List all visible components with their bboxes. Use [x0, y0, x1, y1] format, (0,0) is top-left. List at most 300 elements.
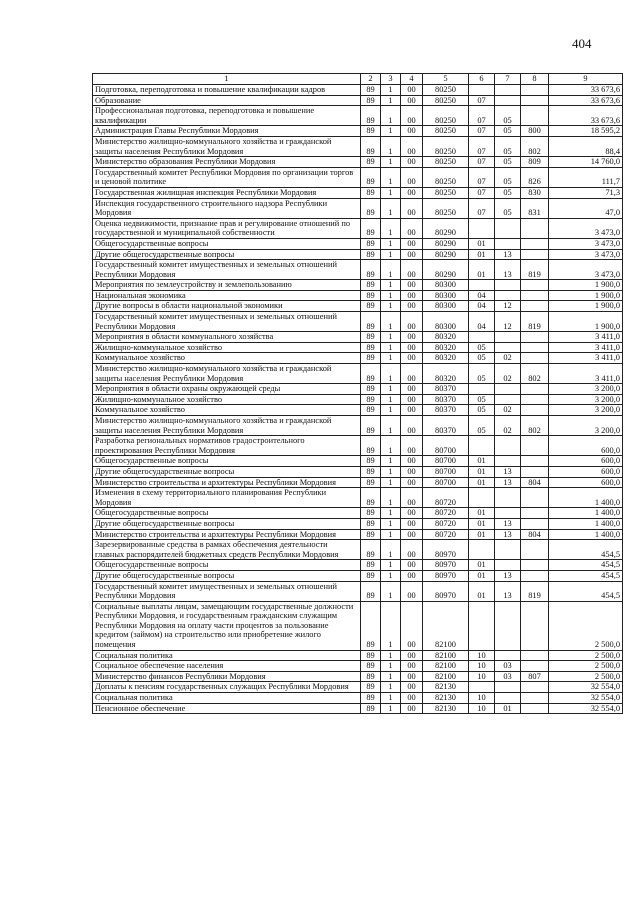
row-code-3: 1 [381, 456, 401, 467]
row-code-5: 82100 [423, 661, 469, 672]
table-row [93, 126, 623, 137]
row-name: Государственный комитет имущественных и земельных отношений Республики Мордовия [93, 581, 361, 601]
row-code-3: 1 [381, 353, 401, 364]
row-subsection [495, 342, 521, 353]
row-code-5: 80250 [423, 157, 469, 168]
table-row [93, 136, 623, 156]
row-amount: 1 900,0 [549, 290, 623, 301]
row-name: Социальная политика [93, 693, 361, 704]
row-code-4: 00 [401, 106, 423, 126]
row-subsection: 12 [495, 312, 521, 332]
row-name: Подготовка, переподготовка и повышение квалификации кадров [93, 85, 361, 96]
row-name: Изменения в схему территориального планирования Республики Мордовия [93, 488, 361, 508]
row-code-5: 82100 [423, 601, 469, 650]
row-code-4: 00 [401, 301, 423, 312]
row-name: Жилищно-коммунальное хозяйство [93, 394, 361, 405]
row-code-2: 89 [361, 650, 381, 661]
table-row [93, 682, 623, 693]
row-code-3: 1 [381, 671, 401, 682]
row-section [469, 384, 495, 395]
header-cell: 1 [93, 74, 361, 85]
row-code-4: 00 [401, 384, 423, 395]
row-code-3: 1 [381, 218, 401, 238]
row-section: 04 [469, 312, 495, 332]
row-code-4: 00 [401, 312, 423, 332]
row-code-4: 00 [401, 157, 423, 168]
row-section: 01 [469, 570, 495, 581]
row-ministry-code: 826 [521, 167, 549, 187]
row-ministry-code [521, 488, 549, 508]
row-code-3: 1 [381, 136, 401, 156]
row-subsection [495, 384, 521, 395]
table-row [93, 671, 623, 682]
row-subsection: 02 [495, 405, 521, 416]
row-code-3: 1 [381, 682, 401, 693]
header-cell: 4 [401, 74, 423, 85]
row-code-2: 89 [361, 529, 381, 540]
table-row [93, 106, 623, 126]
row-code-5: 80250 [423, 136, 469, 156]
table-row [93, 157, 623, 168]
row-code-5: 80290 [423, 260, 469, 280]
row-section: 01 [469, 466, 495, 477]
row-code-4: 00 [401, 353, 423, 364]
row-amount: 3 411,0 [549, 364, 623, 384]
row-section: 05 [469, 353, 495, 364]
row-code-2: 89 [361, 290, 381, 301]
row-code-3: 1 [381, 106, 401, 126]
row-amount: 47,0 [549, 198, 623, 218]
row-code-2: 89 [361, 136, 381, 156]
table-row [93, 436, 623, 456]
row-ministry-code: 800 [521, 126, 549, 137]
row-amount: 14 760,0 [549, 157, 623, 168]
row-name: Оценка недвижимости, признание прав и регулирование отношений по государственной и муниципальной собственности [93, 218, 361, 238]
row-ministry-code [521, 601, 549, 650]
row-subsection: 05 [495, 167, 521, 187]
row-name: Министерство жилищно-коммунального хозяйства и гражданской защиты населения Республики Мордовия [93, 416, 361, 436]
header-cell: 8 [521, 74, 549, 85]
row-subsection: 05 [495, 136, 521, 156]
row-code-4: 00 [401, 693, 423, 704]
row-code-3: 1 [381, 466, 401, 477]
row-code-5: 80720 [423, 488, 469, 508]
row-code-3: 1 [381, 540, 401, 560]
row-amount: 32 554,0 [549, 682, 623, 693]
row-code-2: 89 [361, 280, 381, 291]
row-subsection [495, 95, 521, 106]
row-section: 05 [469, 364, 495, 384]
row-subsection: 05 [495, 198, 521, 218]
row-amount: 600,0 [549, 456, 623, 467]
row-code-3: 1 [381, 703, 401, 714]
row-code-5: 80700 [423, 456, 469, 467]
row-amount: 1 900,0 [549, 280, 623, 291]
row-subsection: 02 [495, 364, 521, 384]
row-amount: 1 400,0 [549, 488, 623, 508]
row-code-2: 89 [361, 560, 381, 571]
header-cell: 6 [469, 74, 495, 85]
row-code-4: 00 [401, 126, 423, 137]
row-code-2: 89 [361, 167, 381, 187]
row-code-5: 82130 [423, 703, 469, 714]
table-row [93, 301, 623, 312]
row-code-5: 80700 [423, 477, 469, 488]
row-section: 01 [469, 249, 495, 260]
row-code-2: 89 [361, 95, 381, 106]
budget-table [92, 73, 623, 714]
row-ministry-code: 802 [521, 416, 549, 436]
row-name: Общегосударственные вопросы [93, 508, 361, 519]
row-amount: 3 473,0 [549, 249, 623, 260]
row-code-3: 1 [381, 312, 401, 332]
header-cell: 7 [495, 74, 521, 85]
row-code-3: 1 [381, 508, 401, 519]
row-ministry-code: 802 [521, 136, 549, 156]
table-row [93, 488, 623, 508]
row-code-2: 89 [361, 540, 381, 560]
row-section: 05 [469, 405, 495, 416]
row-code-2: 89 [361, 238, 381, 249]
row-code-5: 80370 [423, 384, 469, 395]
table-row [93, 508, 623, 519]
row-amount: 1 400,0 [549, 508, 623, 519]
row-code-3: 1 [381, 280, 401, 291]
row-amount: 32 554,0 [549, 693, 623, 704]
row-subsection: 05 [495, 106, 521, 126]
row-code-2: 89 [361, 394, 381, 405]
row-section [469, 85, 495, 96]
row-code-3: 1 [381, 488, 401, 508]
table-row [93, 560, 623, 571]
row-code-5: 80720 [423, 508, 469, 519]
row-section: 10 [469, 650, 495, 661]
row-subsection: 13 [495, 466, 521, 477]
row-code-4: 00 [401, 661, 423, 672]
row-subsection [495, 560, 521, 571]
row-subsection: 13 [495, 581, 521, 601]
row-subsection [495, 85, 521, 96]
table-row [93, 290, 623, 301]
row-code-4: 00 [401, 671, 423, 682]
row-code-4: 00 [401, 518, 423, 529]
row-code-2: 89 [361, 508, 381, 519]
row-code-5: 80970 [423, 570, 469, 581]
row-name: Коммунальное хозяйство [93, 353, 361, 364]
table-row [93, 342, 623, 353]
table-row [93, 85, 623, 96]
row-code-2: 89 [361, 466, 381, 477]
row-code-3: 1 [381, 332, 401, 343]
table-row [93, 581, 623, 601]
row-ministry-code [521, 280, 549, 291]
row-code-2: 89 [361, 405, 381, 416]
row-name: Мероприятия по землеустройству и землепользованию [93, 280, 361, 291]
row-subsection [495, 540, 521, 560]
row-amount: 2 500,0 [549, 650, 623, 661]
row-code-5: 80970 [423, 560, 469, 571]
row-subsection [495, 650, 521, 661]
row-section: 01 [469, 529, 495, 540]
row-code-4: 00 [401, 364, 423, 384]
row-code-2: 89 [361, 85, 381, 96]
row-code-5: 80320 [423, 364, 469, 384]
row-amount: 111,7 [549, 167, 623, 187]
row-code-4: 00 [401, 682, 423, 693]
row-code-2: 89 [361, 682, 381, 693]
row-code-5: 80370 [423, 394, 469, 405]
row-ministry-code [521, 518, 549, 529]
row-name: Общегосударственные вопросы [93, 560, 361, 571]
row-name: Другие общегосударственные вопросы [93, 570, 361, 581]
row-ministry-code [521, 405, 549, 416]
row-amount: 88,4 [549, 136, 623, 156]
row-section: 01 [469, 456, 495, 467]
row-ministry-code [521, 661, 549, 672]
row-subsection [495, 693, 521, 704]
row-code-2: 89 [361, 570, 381, 581]
row-code-4: 00 [401, 187, 423, 198]
row-code-5: 80700 [423, 466, 469, 477]
row-subsection [495, 218, 521, 238]
table-row [93, 198, 623, 218]
row-name: Другие общегосударственные вопросы [93, 466, 361, 477]
row-section: 07 [469, 136, 495, 156]
row-ministry-code [521, 106, 549, 126]
row-ministry-code [521, 560, 549, 571]
row-amount: 2 500,0 [549, 601, 623, 650]
row-ministry-code: 809 [521, 157, 549, 168]
row-code-4: 00 [401, 456, 423, 467]
row-code-2: 89 [361, 218, 381, 238]
row-code-4: 00 [401, 581, 423, 601]
row-ministry-code [521, 466, 549, 477]
row-code-2: 89 [361, 581, 381, 601]
row-code-2: 89 [361, 693, 381, 704]
row-ministry-code: 819 [521, 312, 549, 332]
row-name: Жилищно-коммунальное хозяйство [93, 342, 361, 353]
row-name: Профессиональная подготовка, переподготовка и повышение квалификации [93, 106, 361, 126]
row-subsection [495, 290, 521, 301]
row-code-4: 00 [401, 342, 423, 353]
row-amount: 3 200,0 [549, 405, 623, 416]
row-section: 01 [469, 581, 495, 601]
row-ministry-code [521, 693, 549, 704]
row-name: Мероприятия в области охраны окружающей среды [93, 384, 361, 395]
row-ministry-code [521, 85, 549, 96]
row-code-3: 1 [381, 693, 401, 704]
row-code-2: 89 [361, 671, 381, 682]
row-name: Министерство жилищно-коммунального хозяйства и гражданской защиты населения Республики Мордовия [93, 136, 361, 156]
table-row [93, 280, 623, 291]
row-amount: 1 400,0 [549, 529, 623, 540]
row-name: Общегосударственные вопросы [93, 456, 361, 467]
row-name: Министерство строительства и архитектуры Республики Мордовия [93, 477, 361, 488]
table-row [93, 518, 623, 529]
row-code-5: 80700 [423, 436, 469, 456]
table-row [93, 167, 623, 187]
row-name: Зарезервированные средства в рамках обеспечения деятельности главных распорядителей бюджетных средств Республики Мордовия [93, 540, 361, 560]
row-name: Пенсионное обеспечение [93, 703, 361, 714]
row-section: 07 [469, 95, 495, 106]
row-amount: 600,0 [549, 466, 623, 477]
row-name: Государственный комитет Республики Мордовия по организации торгов и ценовой политике [93, 167, 361, 187]
header-cell: 3 [381, 74, 401, 85]
row-code-3: 1 [381, 394, 401, 405]
row-subsection: 13 [495, 477, 521, 488]
row-section: 07 [469, 187, 495, 198]
row-section: 10 [469, 661, 495, 672]
row-code-3: 1 [381, 198, 401, 218]
row-code-3: 1 [381, 238, 401, 249]
row-ministry-code: 830 [521, 187, 549, 198]
row-ministry-code [521, 508, 549, 519]
row-code-4: 00 [401, 529, 423, 540]
row-ministry-code: 802 [521, 364, 549, 384]
row-subsection: 12 [495, 301, 521, 312]
row-name: Общегосударственные вопросы [93, 238, 361, 249]
row-code-3: 1 [381, 301, 401, 312]
row-section: 07 [469, 198, 495, 218]
row-subsection [495, 456, 521, 467]
row-code-3: 1 [381, 364, 401, 384]
row-code-3: 1 [381, 581, 401, 601]
table-row [93, 384, 623, 395]
row-code-3: 1 [381, 249, 401, 260]
row-section: 10 [469, 671, 495, 682]
row-amount: 18 595,2 [549, 126, 623, 137]
row-code-3: 1 [381, 661, 401, 672]
row-code-2: 89 [361, 301, 381, 312]
row-code-2: 89 [361, 456, 381, 467]
row-subsection [495, 601, 521, 650]
row-ministry-code: 819 [521, 260, 549, 280]
row-amount: 33 673,6 [549, 106, 623, 126]
row-name: Другие общегосударственные вопросы [93, 249, 361, 260]
row-ministry-code [521, 682, 549, 693]
table-row [93, 312, 623, 332]
row-amount: 32 554,0 [549, 703, 623, 714]
row-code-2: 89 [361, 436, 381, 456]
table-row [93, 364, 623, 384]
row-name: Другие вопросы в области национальной экономики [93, 301, 361, 312]
row-name: Социальное обеспечение населения [93, 661, 361, 672]
row-code-3: 1 [381, 290, 401, 301]
row-code-4: 00 [401, 703, 423, 714]
row-section: 10 [469, 693, 495, 704]
row-code-4: 00 [401, 280, 423, 291]
row-name: Разработка региональных нормативов градостроительного проектирования Республики Мордовия [93, 436, 361, 456]
row-code-5: 80250 [423, 126, 469, 137]
row-amount: 3 473,0 [549, 218, 623, 238]
row-ministry-code [521, 456, 549, 467]
row-subsection [495, 332, 521, 343]
row-code-5: 80290 [423, 218, 469, 238]
row-code-4: 00 [401, 416, 423, 436]
row-ministry-code [521, 332, 549, 343]
row-code-5: 80300 [423, 301, 469, 312]
row-amount: 2 500,0 [549, 671, 623, 682]
row-name: Министерство образования Республики Мордовия [93, 157, 361, 168]
row-subsection [495, 436, 521, 456]
row-amount: 33 673,6 [549, 95, 623, 106]
table-row [93, 540, 623, 560]
row-name: Министерство жилищно-коммунального хозяйства и гражданской защиты населения Республики Мордовия [93, 364, 361, 384]
row-amount: 454,5 [549, 581, 623, 601]
row-code-5: 80250 [423, 167, 469, 187]
row-name: Государственный комитет имущественных и земельных отношений Республики Мордовия [93, 312, 361, 332]
row-code-3: 1 [381, 95, 401, 106]
row-code-5: 80290 [423, 238, 469, 249]
header-cell: 2 [361, 74, 381, 85]
table-header-row [93, 74, 623, 85]
row-section: 07 [469, 106, 495, 126]
row-section [469, 540, 495, 560]
row-ministry-code: 807 [521, 671, 549, 682]
row-code-4: 00 [401, 332, 423, 343]
table-row [93, 650, 623, 661]
row-code-2: 89 [361, 106, 381, 126]
row-subsection [495, 280, 521, 291]
row-subsection [495, 508, 521, 519]
row-name: Инспекция государственного строительного надзора Республики Мордовия [93, 198, 361, 218]
row-section: 10 [469, 703, 495, 714]
row-code-3: 1 [381, 85, 401, 96]
row-section: 05 [469, 416, 495, 436]
row-code-5: 80250 [423, 187, 469, 198]
row-code-2: 89 [361, 342, 381, 353]
row-subsection [495, 394, 521, 405]
table-row [93, 477, 623, 488]
row-ministry-code: 831 [521, 198, 549, 218]
row-code-5: 80250 [423, 95, 469, 106]
row-subsection: 13 [495, 570, 521, 581]
row-code-4: 00 [401, 85, 423, 96]
row-name: Государственный комитет имущественных и земельных отношений Республики Мордовия [93, 260, 361, 280]
row-code-3: 1 [381, 405, 401, 416]
row-subsection: 13 [495, 249, 521, 260]
row-section [469, 601, 495, 650]
row-code-3: 1 [381, 260, 401, 280]
row-ministry-code: 819 [521, 581, 549, 601]
row-code-4: 00 [401, 436, 423, 456]
row-code-4: 00 [401, 290, 423, 301]
row-code-4: 00 [401, 167, 423, 187]
row-section: 05 [469, 342, 495, 353]
row-code-2: 89 [361, 198, 381, 218]
row-code-3: 1 [381, 342, 401, 353]
row-ministry-code [521, 650, 549, 661]
row-section: 01 [469, 260, 495, 280]
row-subsection: 05 [495, 157, 521, 168]
row-ministry-code [521, 703, 549, 714]
row-code-5: 80370 [423, 405, 469, 416]
row-ministry-code [521, 384, 549, 395]
header-cell: 9 [549, 74, 623, 85]
row-ministry-code [521, 436, 549, 456]
row-code-2: 89 [361, 332, 381, 343]
row-amount: 1 400,0 [549, 518, 623, 529]
row-section [469, 280, 495, 291]
row-code-5: 82130 [423, 682, 469, 693]
row-section: 01 [469, 518, 495, 529]
row-code-2: 89 [361, 126, 381, 137]
row-ministry-code [521, 95, 549, 106]
row-name: Национальная экономика [93, 290, 361, 301]
row-name: Образование [93, 95, 361, 106]
row-subsection: 05 [495, 187, 521, 198]
row-code-5: 80320 [423, 332, 469, 343]
